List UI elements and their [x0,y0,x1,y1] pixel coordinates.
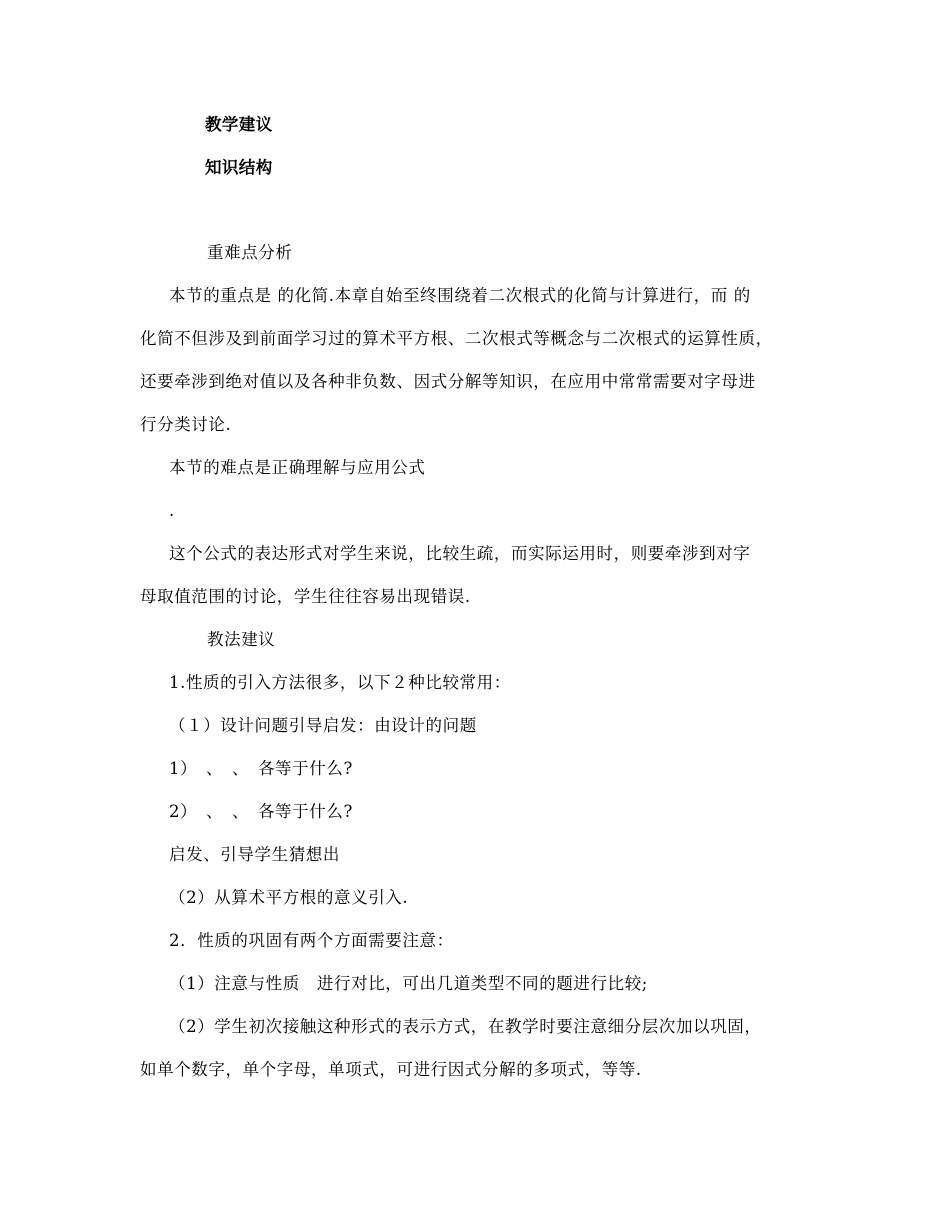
paragraph-difficulty-line-2: . [169,501,175,520]
list-item-1-1: （１）设计问题引导启发：由设计的问题 [169,716,477,735]
list-item-2-1: （1）注意与性质 进行对比，可出几道类型不同的题进行比较; [169,974,648,993]
heading-teaching-suggestions: 教学建议 [205,115,273,134]
heading-teaching-methods: 教法建议 [207,630,276,649]
paragraph-key-point-line-3: 还要牵涉到绝对值以及各种非负数、因式分解等知识，在应用中常常需要对字母进 [140,372,756,391]
paragraph-key-point-line-2: 化简不但涉及到前面学习过的算术平方根、二次根式等概念与二次根式的运算性质， [140,329,773,348]
paragraph-key-point-line-4: 行分类讨论. [140,415,232,434]
list-item-1: 1.性质的引入方法很多，以下２种比较常用： [169,673,511,692]
heading-key-difficult-points: 重难点分析 [207,243,293,262]
list-item-1-2: （2）从算术平方根的意义引入. [169,888,409,907]
paragraph-difficulty-line-1: 本节的难点是正确理解与应用公式 [169,458,426,477]
paragraph-formula-line-2: 母取值范围的讨论，学生往往容易出现错误. [140,587,471,606]
paragraph-key-point-line-1: 本节的重点是 的化简.本章自始至终围绕着二次根式的化简与计算进行，而 的 [169,286,751,305]
list-item-1-1-question-2: 2） 、 、 各等于什么? [169,802,353,821]
list-item-2-2-line-1: （2）学生初次接触这种形式的表示方式，在教学时要注意细分层次加以巩固， [169,1017,762,1036]
list-item-2-2-line-2: 如单个数字，单个字母，单项式，可进行因式分解的多项式，等等. [140,1060,642,1079]
paragraph-formula-line-1: 这个公式的表达形式对学生来说，比较生疏，而实际运用时，则要牵涉到对字 [169,544,751,563]
heading-knowledge-structure: 知识结构 [205,158,273,177]
list-item-2: 2．性质的巩固有两个方面需要注意： [169,931,454,950]
list-item-1-1-question-1: 1） 、 、 各等于什么? [169,759,353,778]
list-item-1-1-guess: 启发、引导学生猜想出 [169,845,340,864]
